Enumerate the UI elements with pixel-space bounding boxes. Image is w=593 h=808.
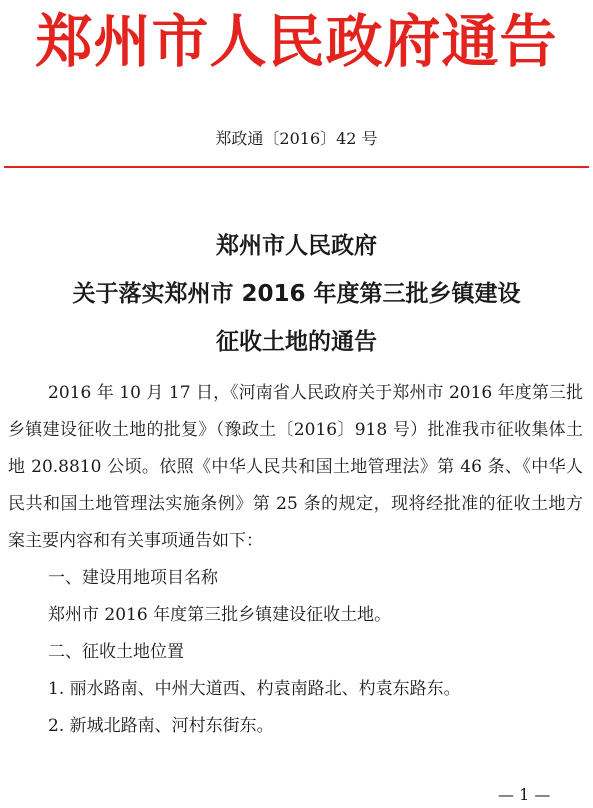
section-1-heading: 一、建设用地项目名称 bbox=[48, 568, 218, 588]
masthead-title: 郑州市人民政府通告 bbox=[35, 8, 558, 75]
page-number: — 1 — bbox=[498, 785, 551, 804]
document-number: 郑政通〔2016〕42 号 bbox=[215, 129, 378, 148]
notice-title bbox=[0, 222, 593, 366]
notice-body bbox=[0, 375, 593, 745]
title-line-subject: 关于落实郑州市 2016 年度第三批乡镇建设 bbox=[72, 281, 521, 307]
location-item-1: 1. 丽水路南、中州大道西、杓袁南路北、杓袁东路东。 bbox=[48, 679, 461, 699]
title-line-subject-cont: 征收土地的通告 bbox=[216, 329, 377, 355]
section-2-heading: 二、征收土地位置 bbox=[48, 642, 184, 662]
red-divider-rule bbox=[4, 166, 589, 168]
location-item-2: 2. 新城北路南、河村东街东。 bbox=[48, 716, 274, 736]
section-1-content: 郑州市 2016 年度第三批乡镇建设征收土地。 bbox=[48, 605, 392, 625]
intro-paragraph: 2016 年 10 月 17 日，《河南省人民政府关于郑州市 2016 年度第三批乡镇建设征收土地的批复》（豫政土〔2016〕918 号）批准我市征收集体土地 20.8810 公顷。依照《中华人民共和国土地管理法》第 46 条、《中华人民共和国土地管理法实施条例》第 25 条的规定，现将经批准的征收土地方案主要内容和有关事项通告如下： bbox=[8, 383, 583, 551]
title-line-issuer: 郑州市人民政府 bbox=[216, 233, 377, 259]
